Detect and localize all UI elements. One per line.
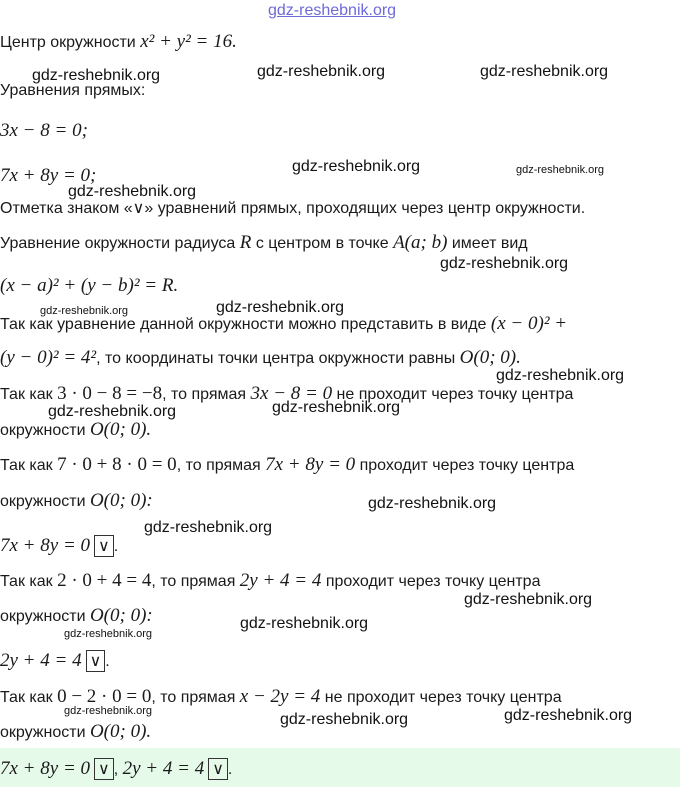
- watermark: gdz-reshebnik.org: [257, 63, 386, 80]
- watermark: gdz-reshebnik.org: [516, 164, 605, 176]
- watermark: gdz-reshebnik.org: [48, 403, 177, 420]
- watermark: gdz-reshebnik.org: [440, 255, 569, 272]
- check-4-line: Так как 0 − 2 · 0 = 0, то прямая x − 2y = 4 не проходит через точку центра: [0, 686, 562, 707]
- check-3-line: Так как 2 · 0 + 4 = 4, то прямая 2y + 4 = 4 проходит через точку центра: [0, 570, 541, 591]
- watermark: gdz-reshebnik.org: [504, 707, 633, 724]
- watermark: gdz-reshebnik.org: [496, 367, 625, 384]
- equation-1: 3x − 8 = 0;: [0, 120, 88, 141]
- center-line: Центр окружности x² + y² = 16.: [0, 31, 237, 52]
- check-2-conclusion: окружности O(0; 0):: [0, 490, 153, 511]
- circle-definition: Уравнение окружности радиуса R с центром в точке A(a; b) имеет вид: [0, 232, 528, 253]
- circle-formula: (x − a)² + (y − b)² = R.: [0, 275, 179, 296]
- representation-line: Так как уравнение данной окружности можно представить в виде (x − 0)² +: [0, 313, 568, 334]
- check-3-conclusion: окружности O(0; 0):: [0, 605, 153, 626]
- watermark: gdz-reshebnik.org: [240, 615, 369, 632]
- check-2-line: Так как 7 · 0 + 8 · 0 = 0, то прямая 7x + 8y = 0 проходит через точку центра: [0, 454, 575, 475]
- check-mark-box: ∨: [94, 535, 114, 557]
- watermark: gdz-reshebnik.org: [216, 299, 345, 316]
- mark-1: 7x + 8y = 0 ∨ .: [0, 535, 119, 556]
- lines-label: Уравнения прямых:: [0, 82, 146, 99]
- check-4-conclusion: окружности O(0; 0).: [0, 721, 152, 742]
- watermark: gdz-reshebnik.org: [64, 705, 153, 717]
- check-1-conclusion: окружности O(0; 0).: [0, 419, 152, 440]
- watermark: gdz-reshebnik.org: [272, 399, 401, 416]
- mark-instruction: Отметка знаком «∨» уравнений прямых, проходящих через центр окружности.: [0, 200, 586, 217]
- representation-continued: (y − 0)² = 4², то координаты точки центра окружности равны O(0; 0).: [0, 347, 521, 368]
- check-mark-box: ∨: [94, 758, 114, 780]
- watermark: gdz-reshebnik.org: [40, 305, 129, 317]
- mark-2: 2y + 4 = 4 ∨ .: [0, 650, 110, 671]
- watermark: gdz-reshebnik.org: [368, 495, 497, 512]
- watermark: gdz-reshebnik.org: [464, 591, 593, 608]
- watermark: gdz-reshebnik.org: [292, 158, 421, 175]
- watermark: gdz-reshebnik.org: [32, 67, 161, 84]
- check-mark-box: ∨: [86, 650, 106, 672]
- watermark-top-link[interactable]: gdz-reshebnik.org: [268, 2, 397, 19]
- watermark: gdz-reshebnik.org: [144, 519, 273, 536]
- watermark: gdz-reshebnik.org: [64, 628, 153, 640]
- watermark: gdz-reshebnik.org: [480, 63, 609, 80]
- equation-2: 7x + 8y = 0;: [0, 165, 97, 186]
- watermark: gdz-reshebnik.org: [68, 183, 197, 200]
- check-1-line: Так как 3 · 0 − 8 = −8, то прямая 3x − 8 = 0 не проходит через точку центра: [0, 383, 574, 404]
- final-answer: 7x + 8y = 0 ∨ , 2y + 4 = 4 ∨ .: [0, 758, 233, 779]
- check-mark-box: ∨: [208, 758, 228, 780]
- watermark: gdz-reshebnik.org: [280, 711, 409, 728]
